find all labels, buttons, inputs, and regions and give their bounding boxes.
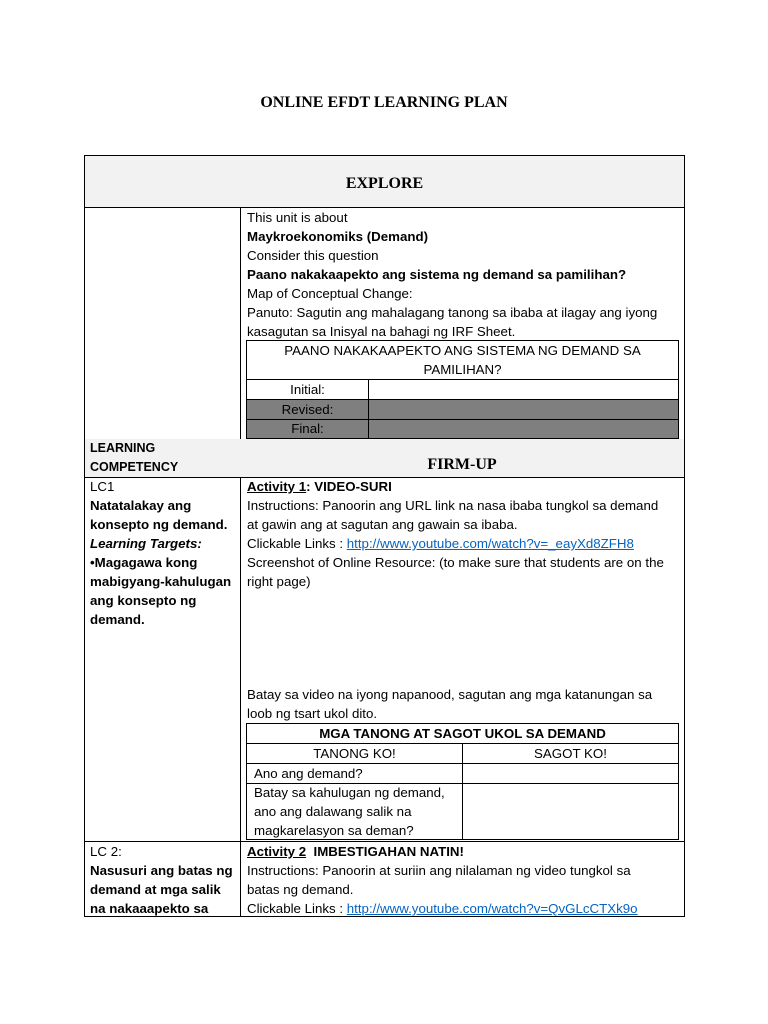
qa-answer-1[interactable] [463, 764, 678, 783]
lc1-code: LC1 [90, 479, 115, 494]
explore-heading-text: EXPLORE [345, 174, 424, 192]
learning-plan-table [84, 155, 685, 917]
activity2-label: Activity 2 [247, 844, 307, 859]
irf-header-line: PAMILIHAN? [423, 362, 502, 377]
firm-up-heading-text: FIRM-UP [427, 456, 497, 473]
lc1-line: konsepto ng demand. [90, 517, 228, 532]
activity1-links-label: Clickable Links : [247, 536, 347, 551]
explore-line: Panuto: Sagutin ang mahalagang tanong sa ibaba at ilagay ang iyong [247, 305, 658, 320]
lc1-content [90, 477, 231, 629]
qa-question-2-line: Batay sa kahulugan ng demand, [254, 785, 445, 800]
learning-target-line: mabigyang-kahulugan [90, 574, 232, 589]
irf-row-initial: Initial: [290, 382, 325, 397]
explore-line: This unit is about [247, 210, 348, 225]
irf-final-answer[interactable] [369, 419, 678, 438]
learning-target-line: demand. [90, 612, 145, 627]
irf-row-final: Final: [291, 421, 324, 436]
unit-topic: Maykroekonomiks (Demand) [247, 229, 429, 244]
irf-table [246, 340, 679, 439]
lc2-content [90, 842, 233, 917]
learning-competency-heading [85, 439, 240, 477]
explore-line: Map of Conceptual Change: [247, 286, 413, 301]
qa-question-2-line: magkarelasyon sa deman? [254, 823, 414, 838]
irf-revised-answer[interactable] [369, 400, 678, 419]
irf-table-header [247, 341, 678, 379]
learning-targets-label: Learning Targets: [90, 536, 202, 551]
lc2-line: demand at mga salik [90, 882, 221, 897]
activity1-label: Activity 1 [247, 479, 307, 494]
activity2-instructions: batas ng demand. [247, 882, 354, 897]
explore-content [247, 208, 657, 341]
qa-question-2-line: ano ang dalawang salik na [254, 804, 412, 819]
activity2-content [247, 842, 638, 917]
essential-question: Paano nakakaapekto ang sistema ng demand sa pamilihan? [247, 267, 627, 282]
activity1-video-link[interactable]: http://www.youtube.com/watch?v=_eayXd8ZFH8 [346, 536, 634, 551]
lc2-line: na nakaaapekto sa [90, 901, 209, 916]
qa-question-1: Ano ang demand? [254, 766, 363, 781]
batay-line: loob ng tsart ukol dito. [247, 706, 378, 721]
explore-heading [85, 156, 684, 207]
irf-row-revised: Revised: [281, 402, 334, 417]
screenshot-note: Screenshot of Online Resource: (to make sure that students are on the [247, 555, 664, 570]
explore-line: kasagutan sa Inisyal na bahagi ng IRF Sheet. [247, 324, 516, 339]
activity1-instructions: Instructions: Panoorin ang URL link na nasa ibaba tungkol sa demand [247, 498, 659, 513]
activity1-batay [247, 685, 652, 723]
lc2-code: LC 2: [90, 844, 122, 859]
firm-up-heading [240, 439, 684, 477]
lc-heading-line: LEARNING [90, 441, 156, 455]
irf-initial-answer[interactable] [369, 380, 678, 399]
lc1-line: Natatalakay ang [90, 498, 192, 513]
qa-col-tanong: TANONG KO! [313, 746, 396, 761]
activity1-content [247, 477, 664, 591]
learning-target-line: ang konsepto ng [90, 593, 197, 608]
explore-line: Consider this question [247, 248, 379, 263]
qa-table-title: MGA TANONG AT SAGOT UKOL SA DEMAND [319, 726, 606, 741]
qa-col-sagot: SAGOT KO! [534, 746, 607, 761]
irf-header-line: PAANO NAKAKAAPEKTO ANG SISTEMA NG DEMAND SA [284, 343, 641, 358]
lc2-line: Nasusuri ang batas ng [90, 863, 233, 878]
learning-target-line: •Magagawa kong [90, 555, 198, 570]
activity2-links-label: Clickable Links : [247, 901, 347, 916]
activity2-video-link[interactable]: http://www.youtube.com/watch?v=QvGLcCTXk9o [346, 901, 638, 916]
screenshot-note: right page) [247, 574, 311, 589]
batay-line: Batay sa video na iyong napanood, sagutan ang mga katanungan sa [247, 687, 653, 702]
qa-answer-2[interactable] [463, 784, 678, 839]
document-title: ONLINE EFDT LEARNING PLAN [260, 94, 508, 111]
lc-heading-line: COMPETENCY [90, 460, 179, 474]
activity1-title: : VIDEO-SURI [306, 479, 392, 494]
activity1-instructions: at gawin ang at sagutan ang gawain sa ibaba. [247, 517, 518, 532]
qa-question-2 [254, 783, 459, 840]
column-divider [240, 207, 241, 917]
qa-table [246, 723, 679, 840]
activity2-instructions: Instructions: Panoorin at suriin ang nilalaman ng video tungkol sa [247, 863, 631, 878]
activity2-title: IMBESTIGAHAN NATIN! [306, 844, 464, 859]
